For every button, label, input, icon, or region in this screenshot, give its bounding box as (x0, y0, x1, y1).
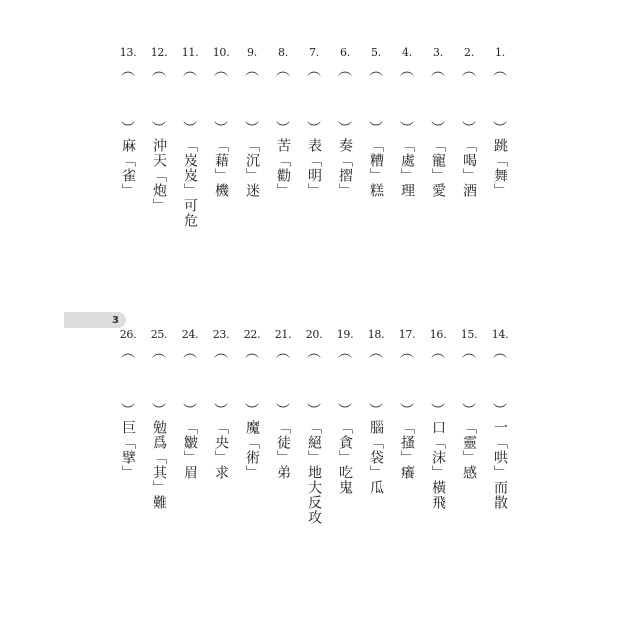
item-number: 23. (212, 328, 230, 341)
item-text: 一「哄」而散 (492, 420, 508, 510)
item-text: 勉爲「其」難 (151, 420, 167, 510)
answer-blank-close-paren: ︶ (152, 121, 166, 137)
item-text: 苦「勸」 (275, 138, 291, 198)
answer-blank-open-paren: ︵ (431, 63, 445, 79)
item-number: 9. (247, 46, 257, 59)
answer-blank-close-paren: ︶ (493, 121, 507, 137)
answer-blank-close-paren: ︶ (338, 403, 352, 419)
item-text: 「喝」酒 (461, 138, 477, 198)
item-text: 奏「摺」 (337, 138, 353, 198)
item-number: 1. (495, 46, 505, 59)
answer-blank-close-paren: ︶ (183, 121, 197, 137)
answer-blank-open-paren: ︵ (183, 63, 197, 79)
item-text: 「靈」感 (461, 420, 477, 480)
item-number: 22. (243, 328, 261, 341)
answer-blank-close-paren: ︶ (369, 403, 383, 419)
answer-blank-open-paren: ︵ (307, 345, 321, 361)
answer-blank-close-paren: ︶ (245, 121, 259, 137)
answer-blank-open-paren: ︵ (214, 345, 228, 361)
answer-blank-close-paren: ︶ (462, 403, 476, 419)
item-text: 「絕」地大反攻 (306, 420, 322, 525)
item-text: 「沉」迷 (244, 138, 260, 198)
answer-blank-open-paren: ︵ (493, 345, 507, 361)
item-number: 12. (150, 46, 168, 59)
item-text: 巨「擘」 (120, 420, 136, 480)
answer-blank-close-paren: ︶ (276, 403, 290, 419)
item-number: 26. (119, 328, 137, 341)
answer-blank-open-paren: ︵ (307, 63, 321, 79)
item-number: 6. (340, 46, 350, 59)
answer-blank-close-paren: ︶ (276, 121, 290, 137)
answer-blank-open-paren: ︵ (121, 345, 135, 361)
item-text: 「糟」糕 (368, 138, 384, 198)
item-number: 5. (371, 46, 381, 59)
answer-blank-close-paren: ︶ (214, 121, 228, 137)
answer-blank-open-paren: ︵ (245, 63, 259, 79)
item-text: 口「沫」橫飛 (430, 420, 446, 510)
item-text: 沖天「炮」 (151, 138, 167, 213)
item-number: 21. (274, 328, 292, 341)
item-text: 「央」求 (213, 420, 229, 480)
item-text: 表「明」 (306, 138, 322, 198)
item-number: 2. (464, 46, 474, 59)
item-number: 18. (367, 328, 385, 341)
answer-blank-close-paren: ︶ (183, 403, 197, 419)
page-number: 3 (112, 314, 119, 326)
answer-blank-open-paren: ︵ (276, 63, 290, 79)
answer-blank-open-paren: ︵ (369, 345, 383, 361)
item-text: 魔「術」 (244, 420, 260, 480)
item-number: 8. (278, 46, 288, 59)
answer-blank-close-paren: ︶ (121, 403, 135, 419)
answer-blank-open-paren: ︵ (214, 63, 228, 79)
answer-blank-open-paren: ︵ (400, 63, 414, 79)
item-text: 「搔」癢 (399, 420, 415, 480)
item-number: 15. (460, 328, 478, 341)
item-number: 4. (402, 46, 412, 59)
answer-blank-open-paren: ︵ (462, 345, 476, 361)
answer-blank-open-paren: ︵ (152, 345, 166, 361)
answer-blank-close-paren: ︶ (431, 403, 445, 419)
item-text: 「藉」機 (213, 138, 229, 198)
item-text: 「處」理 (399, 138, 415, 198)
page-number-tab (64, 312, 126, 328)
item-number: 3. (433, 46, 443, 59)
item-number: 25. (150, 328, 168, 341)
answer-blank-open-paren: ︵ (338, 63, 352, 79)
answer-blank-close-paren: ︶ (121, 121, 135, 137)
answer-blank-open-paren: ︵ (431, 345, 445, 361)
answer-blank-close-paren: ︶ (338, 121, 352, 137)
item-number: 24. (181, 328, 199, 341)
answer-blank-open-paren: ︵ (338, 345, 352, 361)
answer-blank-open-paren: ︵ (369, 63, 383, 79)
item-number: 13. (119, 46, 137, 59)
item-number: 11. (181, 46, 199, 59)
answer-blank-close-paren: ︶ (307, 403, 321, 419)
item-text: 腦「袋」瓜 (368, 420, 384, 495)
answer-blank-close-paren: ︶ (369, 121, 383, 137)
answer-blank-open-paren: ︵ (152, 63, 166, 79)
answer-blank-close-paren: ︶ (245, 403, 259, 419)
item-number: 19. (336, 328, 354, 341)
item-text: 麻「雀」 (120, 138, 136, 198)
item-number: 16. (429, 328, 447, 341)
item-text: 「岌岌」可危 (182, 138, 198, 228)
answer-blank-open-paren: ︵ (121, 63, 135, 79)
answer-blank-open-paren: ︵ (183, 345, 197, 361)
item-number: 20. (305, 328, 323, 341)
answer-blank-open-paren: ︵ (400, 345, 414, 361)
answer-blank-open-paren: ︵ (276, 345, 290, 361)
answer-blank-close-paren: ︶ (400, 403, 414, 419)
answer-blank-close-paren: ︶ (493, 403, 507, 419)
item-number: 17. (398, 328, 416, 341)
answer-blank-open-paren: ︵ (462, 63, 476, 79)
item-number: 14. (491, 328, 509, 341)
item-text: 「徒」弟 (275, 420, 291, 480)
answer-blank-close-paren: ︶ (400, 121, 414, 137)
item-text: 「寵」愛 (430, 138, 446, 198)
answer-blank-close-paren: ︶ (152, 403, 166, 419)
answer-blank-close-paren: ︶ (307, 121, 321, 137)
item-text: 跳「舞」 (492, 138, 508, 198)
answer-blank-open-paren: ︵ (245, 345, 259, 361)
answer-blank-open-paren: ︵ (493, 63, 507, 79)
answer-blank-close-paren: ︶ (214, 403, 228, 419)
item-text: 「皺」眉 (182, 420, 198, 480)
item-text: 「貪」吃鬼 (337, 420, 353, 495)
item-number: 7. (309, 46, 319, 59)
answer-blank-close-paren: ︶ (462, 121, 476, 137)
answer-blank-close-paren: ︶ (431, 121, 445, 137)
item-number: 10. (212, 46, 230, 59)
